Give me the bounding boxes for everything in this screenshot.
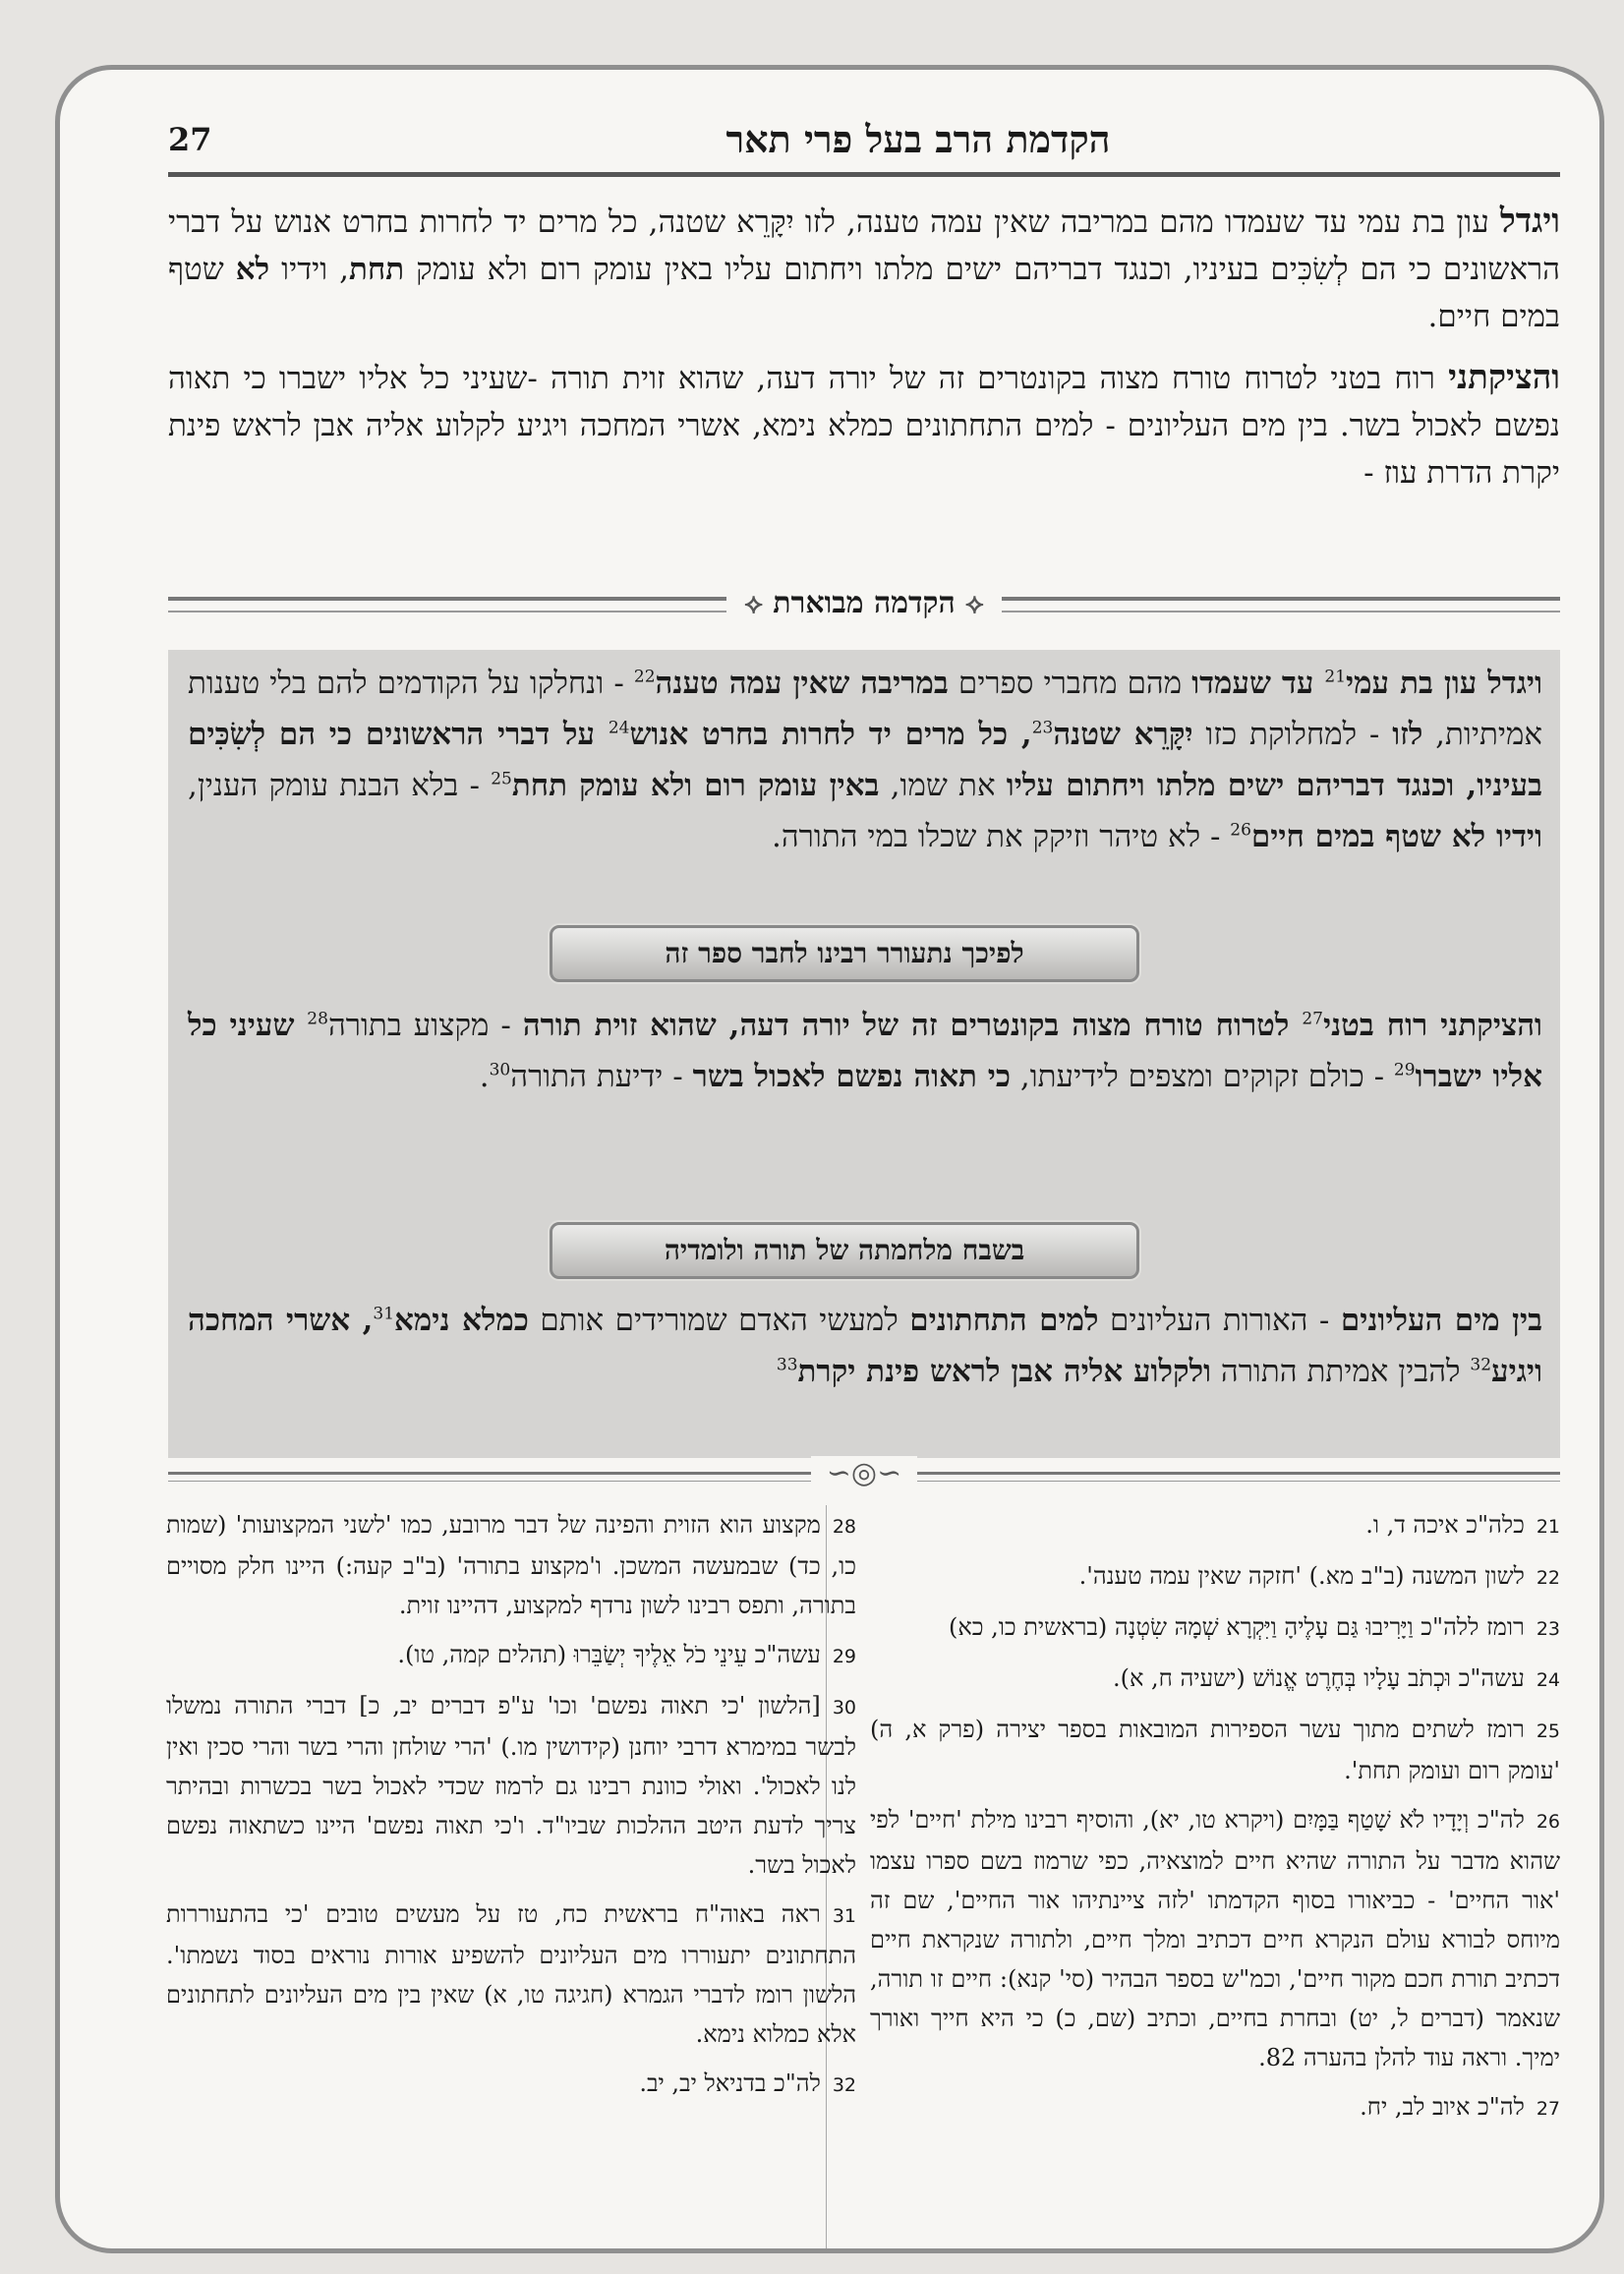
paragraph-text: עון בת עמי עד שעמדו מהם במריבה שאין עמה טענה, לזו יִקָּרֵא שטנה, כל מרים יד לחרות בחרט אנוש על דברי הראשונים כי הם לְשִׂכִּים בעיניו, וכנגד דבריהם ישים מלתו ויחתום עליו באין עומק רום ולא עומק xyxy=(168,204,1560,287)
footnote-number: 24 xyxy=(1536,1669,1560,1691)
footnote-text: לה"כ בדניאל יב, יב. xyxy=(639,2070,821,2097)
curl-ornament-icon: ∽◎∽ xyxy=(811,1456,917,1490)
paragraph-lead-word: והציקתני xyxy=(1448,358,1560,397)
footnote-text: לשון המשנה (ב"ב מא.) 'חזקה שאין עמה טענה'. xyxy=(1078,1562,1525,1590)
footnote xyxy=(870,1800,1560,2077)
footnote-number: 30 xyxy=(832,1697,856,1719)
bold-text: , כל מרים יד לחרות בחרט אנוש xyxy=(629,717,1032,752)
bold-text: כי תאוה נפשם לאכול בשר xyxy=(692,1059,1011,1094)
footnote xyxy=(870,2087,1560,2128)
text: - מקצוע בתורה xyxy=(327,1008,523,1043)
original-paragraph-2 xyxy=(168,354,1560,496)
footnote xyxy=(870,1607,1560,1649)
footnote-number: 26 xyxy=(1536,1811,1560,1833)
footnote-ref: 24 xyxy=(608,718,630,738)
footnote-ref: 22 xyxy=(633,667,656,687)
bold-text: והציקתני רוח בטני xyxy=(1322,1008,1542,1043)
paragraph-text: שטף במים חיים. xyxy=(168,252,1560,334)
text: - לא טיהר וזיקק את שכלו במי התורה. xyxy=(772,819,1231,854)
footnote-text: לה"כ וְיָדָיו לֹא שָׁטַף בַּמָּיִם (ויקרא טו, יא), והוסיף רבינו מילת 'חיים' לפי שהוא מדבר על התורה שהיא חיים למוצאיה, כפי שרמוז בשם ספרו עצמו 'אור החיים' - כביאורו בסוף הקדמתו 'לזה ציינתיהו אור החיים', שם זה מיוחס לבורא עולם הנקרא חיים דכתיב ומלך חיים, ולתורה שנקראת חיים דכתיב תורת חכם מקור חיים', וכמ"ש בספר הבהיר (סי' קנא): חיים זו תורה, שנאמר (דברים ל, יט) ובחרת בחיים, וכתיב (שם, כ) כי היא חייך ואורך ימיך. וראה עוד להלן בהערה 82. xyxy=(870,1806,1560,2071)
text: . xyxy=(479,1059,490,1094)
footnotes-divider xyxy=(168,1456,1560,1495)
page-number: 27 xyxy=(168,121,212,158)
explanation-paragraph-1 xyxy=(188,658,1542,862)
footnote-ref: 27 xyxy=(1302,1009,1323,1029)
text: - ונחלקו על הקודמים להם בלי טענות אמיתיות, xyxy=(188,666,1542,752)
footnote xyxy=(166,1895,856,2054)
bold-text: יִקָּרֵא שטנה xyxy=(1053,717,1193,752)
bold-text: באין עומק רום ולא עומק תחת xyxy=(511,768,880,803)
bold-word: לא xyxy=(235,252,270,287)
paragraph-text: רוח בטני לטרוח טורח מצוה בקונטרים זה של יורה דעה, שהוא זוית תורה -שעיני כל אליו ישברו כי תאוה נפשם לאכול בשר. בין מים העליונים - למים התחתונים כמלא נימא, אשרי המחכה ויגיע לקלוע אליה אבן לראש פינת יקרת הדרת עוז - xyxy=(168,361,1560,491)
text: מהם מחברי ספרים xyxy=(948,666,1192,701)
footnote-ref: 32 xyxy=(1470,1355,1492,1375)
text: - למחלוקת כזו xyxy=(1192,717,1393,752)
footnote-number: 27 xyxy=(1536,2098,1560,2120)
footnote xyxy=(870,1710,1560,1790)
bold-text: בין מים העליונים xyxy=(1340,1303,1543,1338)
footnote xyxy=(166,2064,856,2105)
sub-heading-banner: לפיכך נתעורר רבינו לחבר ספר זה xyxy=(550,925,1139,982)
footnote-number: 25 xyxy=(1536,1720,1560,1742)
bold-text: וידיו לא שטף במים חיים xyxy=(1250,819,1542,854)
footnote-text: עשה"כ וּכְתֹב עָלָיו בְּחֶרֶט אֱנוֹשׁ (ישעיה ח, א). xyxy=(1112,1664,1525,1692)
bold-text: כמלא נימא xyxy=(394,1303,529,1338)
footnote-text: כלה"כ איכה ד, ו. xyxy=(1365,1511,1525,1539)
footnote-number: 32 xyxy=(832,2074,856,2096)
footnote-ref: 29 xyxy=(1393,1060,1416,1080)
footnotes-left-column xyxy=(166,1505,856,2115)
footnote-number: 22 xyxy=(1536,1567,1560,1589)
running-title: הקדמת הרב בעל פרי תאר xyxy=(725,117,1111,161)
explanation-paragraph-2 xyxy=(188,1000,1542,1102)
original-paragraph-1 xyxy=(168,198,1560,340)
footnote xyxy=(166,1505,856,1625)
bold-text: שעיני כל אליו ישברו xyxy=(188,1008,1542,1094)
explanation-paragraph-3 xyxy=(188,1295,1542,1397)
paragraph-text: , וידיו xyxy=(269,252,350,287)
bold-text: לטרוח טורח מצוה בקונטרים זה של יורה דעה, שהוא זוית תורה xyxy=(522,1008,1303,1043)
bold-text: לזו xyxy=(1392,717,1423,752)
footnote-number: 31 xyxy=(832,1905,856,1927)
footnote-number: 28 xyxy=(832,1516,856,1538)
bold-text: על דברי הראשונים כי הם לְשִׂכִּים בעיניו, וכנגד דבריהם ישים מלתו ויחתום עליו xyxy=(188,717,1543,803)
footnote-ref: 33 xyxy=(776,1355,798,1375)
footnote-ref: 26 xyxy=(1230,820,1251,841)
bold-word: תחת xyxy=(349,252,405,287)
bold-text: ויגדל עון בת עמי xyxy=(1346,666,1542,701)
footnote xyxy=(166,1686,856,1885)
bold-text: ולקלוע אליה אבן לראש פינת יקרת xyxy=(797,1354,1212,1389)
section-title xyxy=(726,586,1001,620)
text: להבין אמיתת התורה xyxy=(1211,1354,1471,1389)
footnote-number: 29 xyxy=(832,1646,856,1667)
footnote-ref: 23 xyxy=(1031,718,1054,738)
bold-text: , אשרי המחכה ויגיע xyxy=(188,1303,1542,1389)
text: - בלא הבנת עומק הענין, xyxy=(188,768,492,803)
section-title-text: הקדמה מבוארת xyxy=(773,585,956,620)
bold-text: למים התחתונים xyxy=(909,1303,1099,1338)
footnote-text: [הלשון 'כי תאוה נפשם' וכו' ע"פ דברים יב, כ] דברי התורה נמשלו לבשר במימרא דרבי יוחנן (קידושין מו.) 'הרי שולחן והרי בשר והרי סכין ואין לנו לאכול'. ואולי כוונת רבינו גם לרמוז שכדי לאכול בשר בכשרות ובהיתר צריך לדעת היטב ההלכות שביו"ד. ו'כי תאוה נפשם' היינו כשתאוה נפשם לאכול בשר. xyxy=(166,1692,856,1879)
footnote-text: עשה"כ עֵינֵי כֹל אֵלֶיךָ יְשַׂבֵּרוּ (תהלים קמה, טו). xyxy=(397,1641,821,1668)
footnote xyxy=(166,1635,856,1676)
footnote-ref: 28 xyxy=(307,1009,328,1029)
footnote-text: רומז ללה"כ וַיָּרִיבוּ גַּם עָלֶיהָ וַיִּקְרָא שְׁמָהּ שִׂטְנָה (בראשית כו, כא) xyxy=(948,1613,1525,1641)
footnote-ref: 30 xyxy=(489,1060,511,1080)
footnotes-right-column xyxy=(870,1505,1560,2138)
footnote-text: מקצוע הוא הזוית והפינה של דבר מרובע, כמו 'לשני המקצועות' (שמות כו, כד) שבמעשה המשכן. ו'מקצוע בתורה' (ב"ב קעה:) היינו חלק מסויים בתורה, ותפס רבינו לשון נרדף למקצוע, דהיינו זוית. xyxy=(166,1511,856,1619)
original-text xyxy=(168,198,1560,510)
header-rule xyxy=(168,172,1560,177)
footnote-number: 21 xyxy=(1536,1516,1560,1538)
footnote-ref: 31 xyxy=(373,1304,395,1324)
bold-text: במריבה שאין עמה טענה xyxy=(655,666,949,701)
footnote xyxy=(870,1659,1560,1700)
footnote-ref: 25 xyxy=(491,769,512,789)
footnote-text: ראה באוה"ח בראשית כח, טז על מעשים טובים 'כי בהתעוררות התחתונים יתעוררו מים העליונים להשפיע אורות נוראים בסוד נשמתו'. הלשון רומז לדברי הגמרא (חגיגה טו, א) שאין בין מים העליונים לתחתונים אלא כמלוא נימא. xyxy=(166,1900,856,2048)
footnote-text: רומז לשתים מתוך עשר הספירות המובאות בספר יצירה (פרק א, ה) 'עומק רום ועומק תחת'. xyxy=(870,1716,1560,1784)
text: - האורות העליונים xyxy=(1098,1303,1341,1338)
footnote-ref: 21 xyxy=(1324,667,1347,687)
footnote xyxy=(870,1556,1560,1598)
text: - כולם זקוקים ומצפים לידיעתו, xyxy=(1011,1059,1394,1094)
text: - ידיעת התורה xyxy=(510,1059,693,1094)
footnote-number: 23 xyxy=(1536,1618,1560,1640)
sub-heading-banner: בשבח מלחמתה של תורה ולומדיה xyxy=(550,1222,1139,1279)
curl-ornament-icon: ⟡ xyxy=(965,586,984,619)
paragraph-lead-word: ויגדל xyxy=(1499,202,1560,241)
page-frame xyxy=(55,65,1604,2253)
text: למעשי האדם שמורידים אותם xyxy=(528,1303,910,1338)
footnote xyxy=(870,1505,1560,1546)
text: את שמו, xyxy=(879,768,1007,803)
bold-text: עד שעמדו xyxy=(1191,666,1325,701)
section-title-ornament xyxy=(168,581,1560,624)
curl-ornament-icon: ⟡ xyxy=(744,586,763,619)
footnote-text: לה"כ איוב לב, יח. xyxy=(1360,2093,1525,2121)
